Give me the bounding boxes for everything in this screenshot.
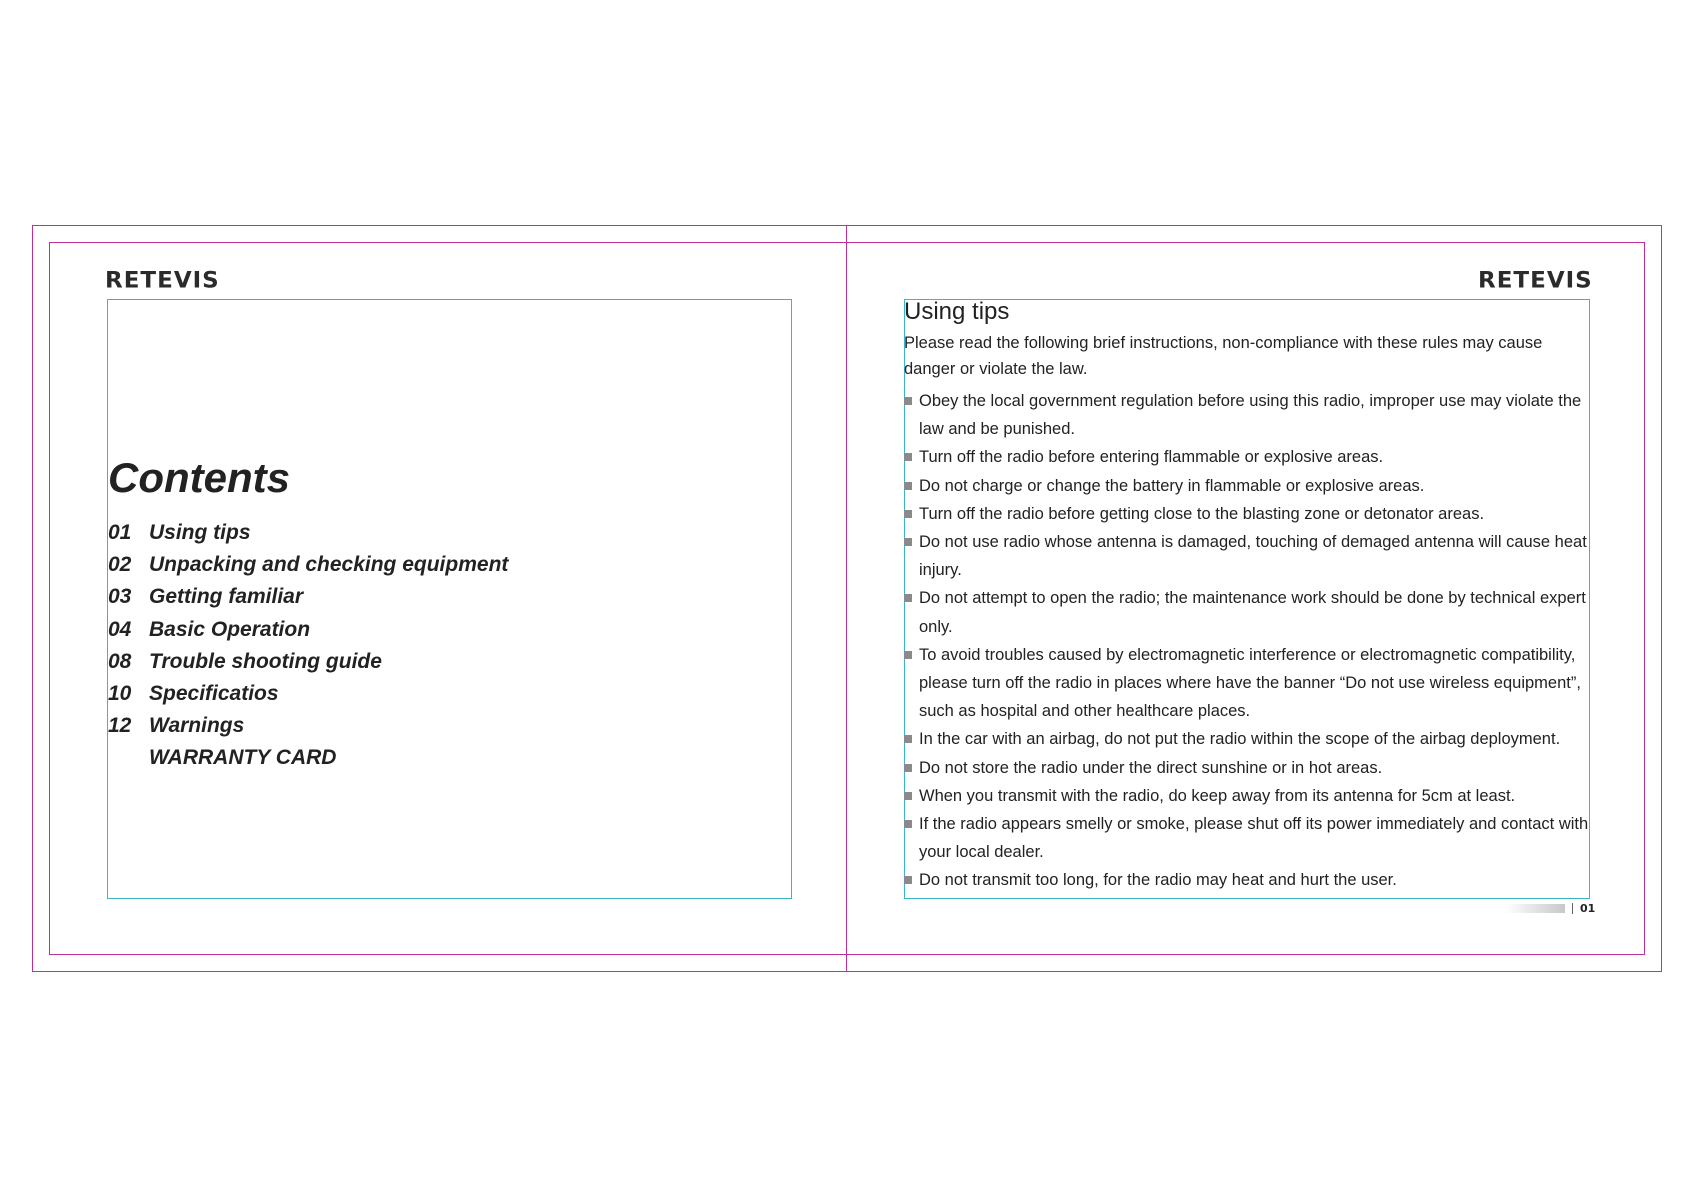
list-item [904,472,1592,500]
toc-item-number: 10 [108,682,132,706]
toc-item[interactable] [108,581,508,613]
using-tips-section [904,300,1592,895]
square-bullet-icon [904,397,912,405]
page-spine-line [846,225,847,972]
page-number-gradient-bar [1505,904,1565,913]
square-bullet-icon [904,594,912,602]
toc-item-number: 04 [108,617,132,641]
toc-item-number: 12 [108,714,132,738]
tip-text: In the car with an airbag, do not put the radio within the scope of the airbag deployment. [919,730,1561,749]
toc-item-number: 02 [108,553,132,577]
tip-text: Do not use radio whose antenna is damaged, touching of demaged antenna will cause heat injury. [919,533,1587,580]
toc-item-number: 08 [108,649,132,673]
toc-item-label: Using tips [149,521,251,545]
toc-item[interactable] [108,549,508,581]
list-item [904,810,1592,866]
square-bullet-icon [904,820,912,828]
brand-logo-right [1478,270,1593,293]
square-bullet-icon [904,651,912,659]
intro-paragraph: Please read the following brief instructions, non-compliance with these rules may cause danger or violate the law. [904,334,1543,378]
toc-item-label: Warnings [149,714,245,738]
tip-text: To avoid troubles caused by electromagnetic interference or electromagnetic compatibility, please turn off the radio in places where have the banner “Do not use wireless equipment”, such as hospital and other healthcare places. [919,645,1581,721]
list-item [904,725,1592,753]
list-item [904,528,1592,584]
contents-title: Contents [108,454,290,501]
toc-item-number: 03 [108,585,132,609]
list-item [904,641,1592,726]
toc-item-label: Trouble shooting guide [149,649,382,673]
square-bullet-icon [904,538,912,546]
section-title: Using tips [904,298,1010,325]
toc-item-label: Getting familiar [149,585,304,609]
toc-item-number: 01 [108,521,132,545]
page-number-marker [1505,902,1595,915]
tip-text: Turn off the radio before entering flammable or explosive areas. [919,448,1384,467]
page-number: 01 [1580,902,1596,915]
list-item [904,584,1592,640]
toc-item[interactable] [108,614,508,646]
toc-item[interactable] [108,646,508,678]
tip-text: Turn off the radio before getting close to the blasting zone or detonator areas. [919,504,1485,523]
tip-text: If the radio appears smelly or smoke, please shut off its power immediately and contact with your local dealer. [919,815,1589,862]
page-number-divider [1572,903,1573,914]
toc-item-label: Unpacking and checking equipment [149,553,509,577]
brand-logo-text: RETEVIS [105,268,220,294]
toc-item-label: Basic Operation [149,617,311,641]
tips-list [904,387,1592,895]
toc-item[interactable] [108,678,508,710]
toc-item[interactable] [108,517,508,549]
toc-item[interactable] [108,742,508,774]
tip-text: Do not transmit too long, for the radio may heat and hurt the user. [919,871,1397,890]
toc-item-label: WARRANTY CARD [149,746,337,770]
toc-item[interactable] [108,710,508,742]
square-bullet-icon [904,453,912,461]
list-item [904,866,1592,894]
square-bullet-icon [904,876,912,884]
square-bullet-icon [904,792,912,800]
tip-text: Do not charge or change the battery in flammable or explosive areas. [919,476,1425,495]
square-bullet-icon [904,735,912,743]
brand-logo-text: RETEVIS [1478,268,1593,294]
square-bullet-icon [904,482,912,490]
list-item [904,754,1592,782]
list-item [904,500,1592,528]
tip-text: When you transmit with the radio, do keep away from its antenna for 5cm at least. [919,786,1516,805]
tip-text: Do not attempt to open the radio; the maintenance work should be done by technical expert only. [919,589,1586,636]
list-item [904,443,1592,471]
brand-logo-left [105,270,220,293]
tip-text: Obey the local government regulation before using this radio, improper use may violate the law and be punished. [919,392,1582,439]
tip-text: Do not store the radio under the direct sunshine or in hot areas. [919,758,1383,777]
square-bullet-icon [904,764,912,772]
list-item [904,387,1592,443]
toc-item-label: Specificatios [149,682,279,706]
square-bullet-icon [904,510,912,518]
table-of-contents [108,517,508,775]
list-item [904,782,1592,810]
